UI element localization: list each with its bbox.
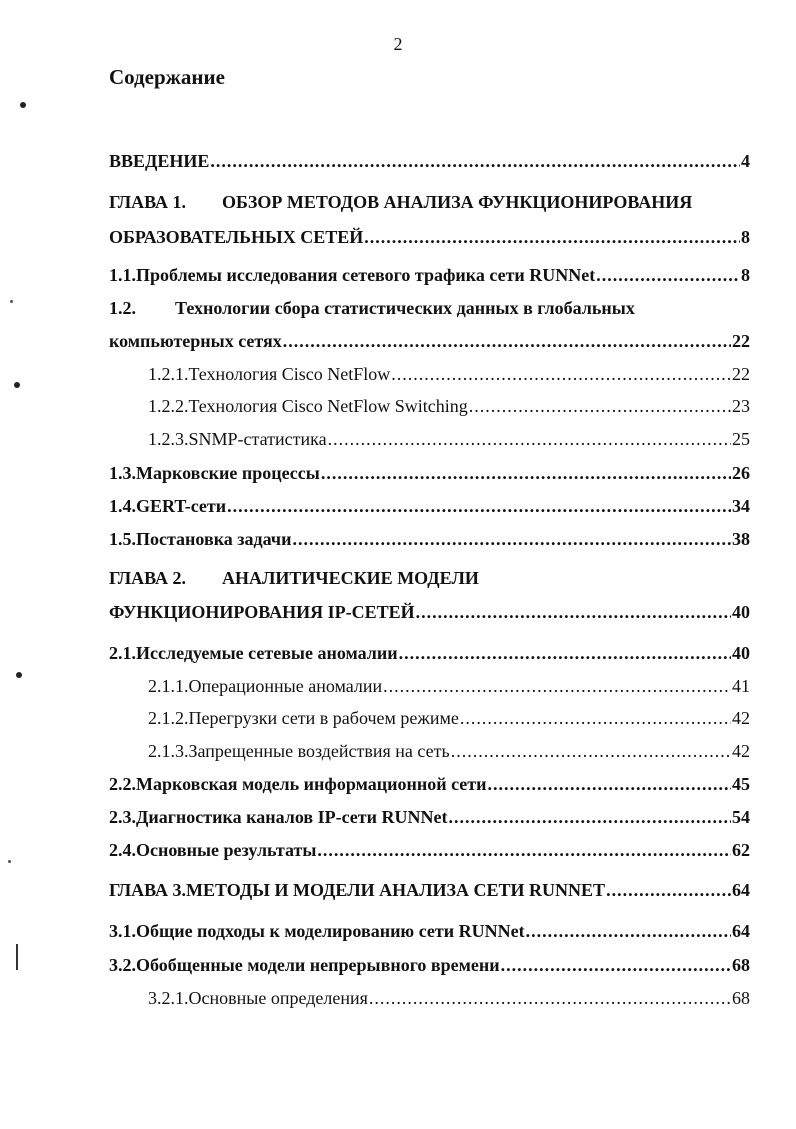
toc-entry-title: ОБРАЗОВАТЕЛЬНЫХ СЕТЕЙ xyxy=(109,227,364,247)
toc-entry-number: 2.2. xyxy=(109,774,136,794)
toc-entry-1-2-2[interactable] xyxy=(148,395,750,417)
dot-leader xyxy=(399,642,731,664)
toc-entry-page: 64 xyxy=(732,880,750,900)
dot-leader xyxy=(488,773,731,795)
toc-entry-page: 4 xyxy=(741,151,750,171)
toc-entry-page: 54 xyxy=(732,807,750,827)
toc-entry-2-3[interactable] xyxy=(109,806,750,828)
toc-entry-title: ФУНКЦИОНИРОВАНИЯ IP-СЕТЕЙ xyxy=(109,602,415,622)
toc-entry-label: ВВЕДЕНИЕ xyxy=(109,151,210,171)
dot-leader xyxy=(526,920,731,942)
toc-entry-chapter-1-cont[interactable] xyxy=(109,226,750,248)
dot-leader xyxy=(606,879,731,901)
dot-leader xyxy=(596,264,740,286)
toc-entry-title: Обобщенные модели непрерывного времени xyxy=(136,955,500,975)
toc-entry-title: Проблемы исследования сетевого трафика сети RUNNet xyxy=(136,265,596,285)
toc-entry-2-4[interactable] xyxy=(109,839,750,861)
dot-leader xyxy=(369,987,731,1009)
toc-entry-number: 2.1.3. xyxy=(148,741,189,761)
toc-entry-chapter-2[interactable] xyxy=(109,567,750,589)
toc-entry-title: Технологии сбора статистических данных в глобальных xyxy=(175,298,635,318)
scan-speck xyxy=(10,300,13,303)
toc-entry-page: 34 xyxy=(732,496,750,516)
toc-entry-3-2-1[interactable] xyxy=(148,987,750,1009)
toc-entry-title: Марковская модель информационной сети xyxy=(136,774,487,794)
page-title: Содержание xyxy=(109,65,225,89)
toc-entry-page: 8 xyxy=(741,265,750,285)
toc-entry-page: 40 xyxy=(732,602,750,622)
toc-entry-title: Диагностика каналов IP-сети RUNNet xyxy=(136,807,448,827)
toc-entry-3-2[interactable] xyxy=(109,954,750,976)
toc-entry-number: 1.1. xyxy=(109,265,136,285)
toc-entry-title: Основные результаты xyxy=(136,840,317,860)
toc-entry-page: 68 xyxy=(732,988,750,1008)
dot-leader xyxy=(383,675,731,697)
toc-entry-2-1[interactable] xyxy=(109,642,750,664)
toc-entry-number: 3.2.1. xyxy=(148,988,189,1008)
toc-entry-title: Операционные аномалии xyxy=(188,676,383,696)
toc-entry-title: Технология Cisco NetFlow xyxy=(188,364,391,384)
toc-entry-page: 25 xyxy=(732,429,750,449)
toc-entry-number: 2.1.1. xyxy=(148,676,189,696)
toc-entry-number: 2.1.2. xyxy=(148,708,189,728)
dot-leader xyxy=(317,839,731,861)
toc-entry-chapter-2-cont[interactable] xyxy=(109,601,750,623)
toc-entry-1-3[interactable] xyxy=(109,462,750,484)
toc-entry-title: Исследуемые сетевые аномалии xyxy=(136,643,398,663)
dot-leader xyxy=(451,740,731,762)
toc-entry-page: 45 xyxy=(732,774,750,794)
toc-entry-1-2[interactable] xyxy=(109,297,750,319)
toc-entry-number: 3.2. xyxy=(109,955,136,975)
toc-entry-number: 1.2.3. xyxy=(148,429,189,449)
toc-entry-2-2[interactable] xyxy=(109,773,750,795)
toc-entry-title: Общие подходы к моделированию сети RUNNet xyxy=(136,921,525,941)
toc-entry-introduction[interactable] xyxy=(109,150,750,172)
toc-entry-number: 1.2. xyxy=(109,298,136,318)
toc-entry-title: Запрещенные воздействия на сеть xyxy=(188,741,450,761)
dot-leader xyxy=(469,395,731,417)
toc-entry-1-2-1[interactable] xyxy=(148,363,750,385)
dot-leader xyxy=(292,528,731,550)
toc-entry-number: ГЛАВА 3. xyxy=(109,880,187,900)
toc-entry-page: 23 xyxy=(732,396,750,416)
toc-entry-1-2-cont[interactable] xyxy=(109,330,750,352)
toc-entry-number: ГЛАВА 1. xyxy=(109,192,187,212)
toc-entry-number: 1.4. xyxy=(109,496,136,516)
toc-entry-page: 42 xyxy=(732,708,750,728)
toc-entry-3-1[interactable] xyxy=(109,920,750,942)
toc-entry-page: 41 xyxy=(732,676,750,696)
toc-entry-title: GERT-сети xyxy=(136,496,227,516)
toc-entry-title: АНАЛИТИЧЕСКИЕ МОДЕЛИ xyxy=(222,568,479,588)
dot-leader xyxy=(321,462,731,484)
toc-entry-number: 2.1. xyxy=(109,643,136,663)
scan-speck xyxy=(8,860,11,863)
toc-entry-title: компьютерных сетях xyxy=(109,331,282,351)
dot-leader xyxy=(364,226,740,248)
scan-speck xyxy=(20,102,26,108)
toc-entry-1-5[interactable] xyxy=(109,528,750,550)
toc-entry-2-1-3[interactable] xyxy=(148,740,750,762)
toc-entry-1-4[interactable] xyxy=(109,495,750,517)
toc-entry-title: Перегрузки сети в рабочем режиме xyxy=(188,708,459,728)
toc-entry-title: Марковские процессы xyxy=(136,463,320,483)
toc-entry-title: МЕТОДЫ И МОДЕЛИ АНАЛИЗА СЕТИ RUNNET xyxy=(186,880,606,900)
toc-entry-number: 2.3. xyxy=(109,807,136,827)
dot-leader xyxy=(283,330,731,352)
toc-entry-page: 68 xyxy=(732,955,750,975)
toc-entry-chapter-1[interactable] xyxy=(109,191,750,213)
toc-entry-page: 22 xyxy=(732,364,750,384)
toc-entry-number: 1.5. xyxy=(109,529,136,549)
dot-leader xyxy=(328,428,731,450)
toc-entry-number: ГЛАВА 2. xyxy=(109,568,187,588)
dot-leader xyxy=(210,150,740,172)
toc-entry-title: ОБЗОР МЕТОДОВ АНАЛИЗА ФУНКЦИОНИРОВАНИЯ xyxy=(222,192,693,212)
dot-leader xyxy=(227,495,731,517)
scan-speck xyxy=(14,382,20,388)
toc-entry-title: Основные определения xyxy=(188,988,368,1008)
toc-entry-page: 38 xyxy=(732,529,750,549)
toc-entry-number: 3.1. xyxy=(109,921,136,941)
toc-entry-title: SNMP-статистика xyxy=(188,429,327,449)
toc-entry-page: 64 xyxy=(732,921,750,941)
dot-leader xyxy=(460,707,731,729)
toc-entry-page: 22 xyxy=(732,331,750,351)
toc-entry-number: 1.3. xyxy=(109,463,136,483)
toc-entry-2-1-2[interactable] xyxy=(148,707,750,729)
dot-leader xyxy=(416,601,731,623)
toc-entry-page: 8 xyxy=(741,227,750,247)
page-number: 2 xyxy=(393,34,403,54)
toc-entry-title: Технология Cisco NetFlow Switching xyxy=(188,396,468,416)
toc-entry-number: 2.4. xyxy=(109,840,136,860)
toc-entry-page: 62 xyxy=(732,840,750,860)
toc-entry-chapter-3[interactable] xyxy=(109,879,750,901)
toc-entry-2-1-1[interactable] xyxy=(148,675,750,697)
toc-entry-1-1[interactable] xyxy=(109,264,750,286)
dot-leader xyxy=(448,806,731,828)
toc-entry-number: 1.2.2. xyxy=(148,396,189,416)
scan-mark xyxy=(16,944,18,970)
dot-leader xyxy=(501,954,731,976)
toc-entry-page: 40 xyxy=(732,643,750,663)
toc-entry-page: 42 xyxy=(732,741,750,761)
toc-entry-title: Постановка задачи xyxy=(136,529,292,549)
toc-entry-1-2-3[interactable] xyxy=(148,428,750,450)
scan-speck xyxy=(16,672,22,678)
toc-entry-number: 1.2.1. xyxy=(148,364,189,384)
toc-entry-page: 26 xyxy=(732,463,750,483)
dot-leader xyxy=(391,363,731,385)
